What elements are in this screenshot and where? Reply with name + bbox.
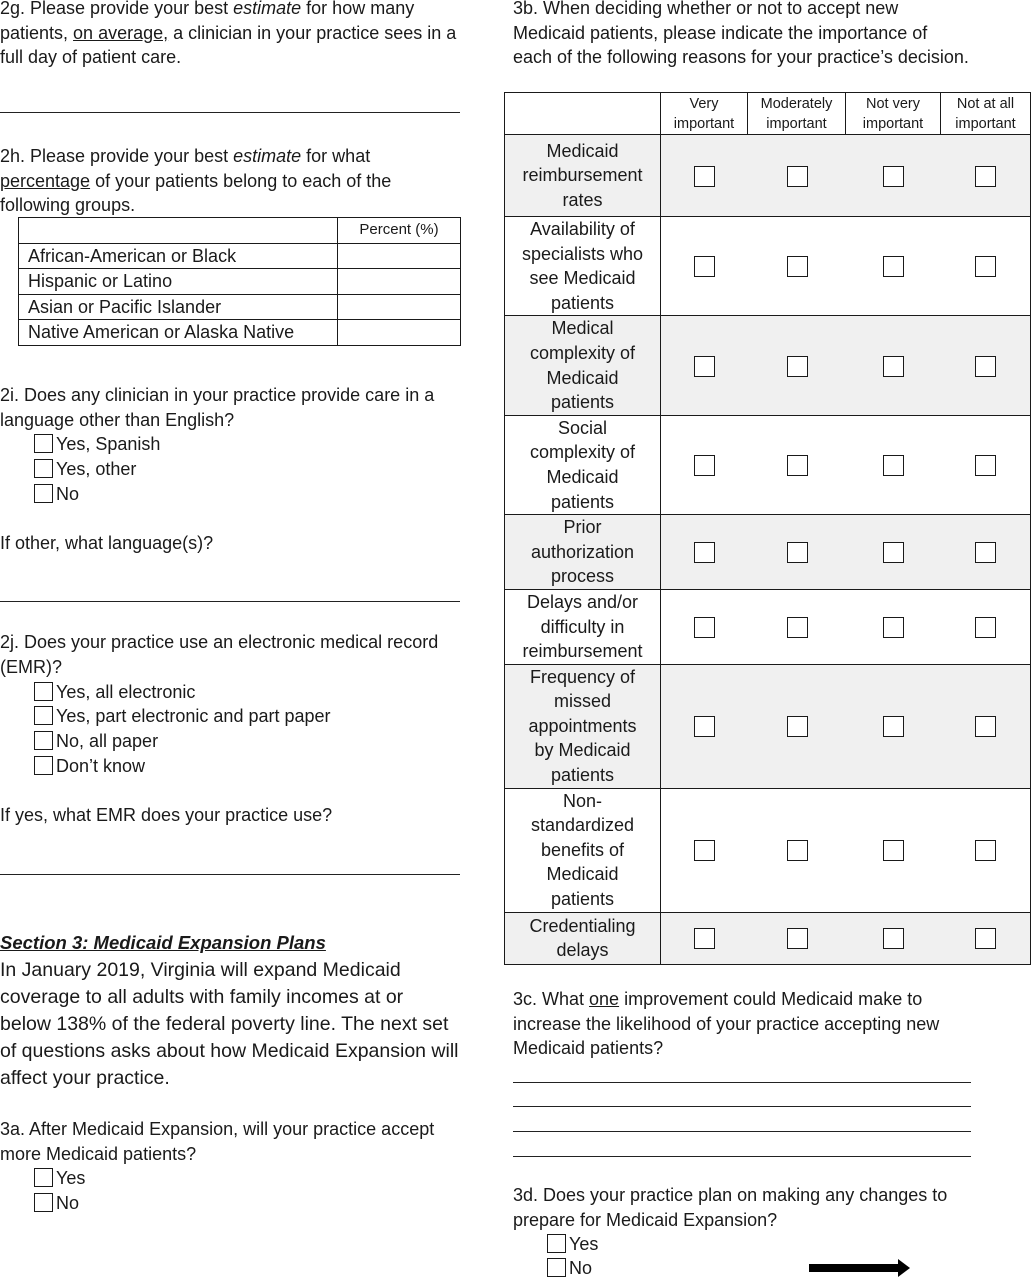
q2j-option-label: Yes, all electronic [56, 682, 196, 702]
column-header-moderately-important [748, 93, 846, 135]
row-label-line: patients [550, 292, 615, 313]
importance-cell [941, 316, 1031, 415]
q2j-text: 2j. Does your practice use an electronic medical record [0, 632, 439, 652]
importance-row [505, 135, 1031, 217]
importance-checkbox[interactable] [787, 455, 808, 476]
q3b-text: 3b. When deciding whether or not to accept new [513, 0, 899, 18]
importance-checkbox[interactable] [883, 928, 904, 949]
q2h-text: for what [301, 146, 371, 166]
col-header-line: important [955, 115, 1016, 132]
importance-checkbox[interactable] [694, 166, 715, 187]
q3a-text: 3a. After Medicaid Expansion, will your practice accept [0, 1119, 435, 1139]
q2g-text: patients, [0, 22, 74, 43]
q3a-checkbox-yes[interactable] [34, 1168, 53, 1187]
importance-checkbox[interactable] [883, 455, 904, 476]
q3d-text: 3d. Does your practice plan on making any changes to [513, 1185, 948, 1205]
row-label-line: benefits of [540, 839, 625, 860]
question-3d [513, 1183, 947, 1232]
importance-cell [748, 912, 846, 964]
importance-checkbox[interactable] [694, 716, 715, 737]
q2i-checkbox-yes-spanish[interactable] [34, 434, 53, 453]
importance-row-label [505, 664, 661, 788]
importance-row-label [505, 788, 661, 912]
row-label-line: Prior [563, 517, 602, 538]
importance-checkbox[interactable] [975, 716, 996, 737]
q2h-text: of your patients belong to each of the [90, 170, 392, 191]
q3c-text: improvement could Medicaid make to [619, 989, 923, 1009]
row-label-line: Frequency of [529, 666, 636, 687]
q2i-checkbox-yes-other[interactable] [34, 459, 53, 478]
importance-checkbox[interactable] [883, 716, 904, 737]
importance-checkbox[interactable] [787, 542, 808, 563]
q2g-underlined: on average, [73, 22, 169, 43]
importance-row [505, 788, 1031, 912]
col-header-line: important [862, 115, 924, 132]
importance-checkbox[interactable] [883, 617, 904, 638]
importance-cell [941, 664, 1031, 788]
q3a-option-label: Yes [56, 1168, 86, 1188]
col-header-line: Not at all [956, 95, 1015, 112]
question-2g [0, 0, 456, 70]
importance-checkbox[interactable] [787, 617, 808, 638]
row-label-line: patients [550, 889, 615, 910]
q3c-answer-line[interactable] [513, 1156, 971, 1157]
importance-checkbox[interactable] [787, 166, 808, 187]
importance-cell [661, 912, 748, 964]
percent-row-label: Asian or Pacific Islander [19, 294, 338, 320]
importance-checkbox[interactable] [975, 617, 996, 638]
q2h-underlined: percentage [0, 170, 91, 191]
importance-cell [941, 788, 1031, 912]
column-header-very-important [661, 93, 748, 135]
importance-checkbox[interactable] [787, 928, 808, 949]
importance-cell [748, 589, 846, 664]
importance-row-label [505, 316, 661, 415]
q3d-option-label: Yes [569, 1234, 599, 1254]
importance-cell [941, 217, 1031, 316]
percent-input-cell[interactable] [338, 294, 461, 320]
q2i-option-label: Yes, other [56, 459, 137, 479]
importance-cell [846, 912, 941, 964]
question-2i [0, 383, 434, 432]
importance-checkbox[interactable] [975, 840, 996, 861]
row-label-line: reimbursement [522, 641, 643, 662]
importance-cell [748, 664, 846, 788]
row-label-line: delays [556, 940, 609, 961]
importance-checkbox[interactable] [694, 617, 715, 638]
intro-line: below 138% of the federal poverty line. The next set [0, 1013, 449, 1035]
q2j-followup: If yes, what EMR does your practice use? [0, 805, 333, 825]
q3a-text: more Medicaid patients? [0, 1143, 197, 1164]
q3b-text: each of the following reasons for your practice’s decision. [513, 47, 969, 67]
q2j-text: (EMR)? [0, 656, 62, 677]
importance-cell [846, 515, 941, 590]
row-label-line: complexity of [529, 342, 636, 363]
q2j-checkbox-all-electronic[interactable] [34, 682, 53, 701]
percent-column-header: Percent (%) [338, 218, 461, 244]
importance-cell [846, 788, 941, 912]
row-label-line: authorization [530, 541, 635, 562]
importance-checkbox[interactable] [975, 356, 996, 377]
importance-checkbox[interactable] [975, 542, 996, 563]
importance-checkbox[interactable] [975, 928, 996, 949]
q3d-checkbox-yes[interactable] [547, 1234, 566, 1253]
q2i-option-label: Yes, Spanish [56, 434, 161, 454]
row-label-line: Social [557, 417, 608, 438]
importance-checkbox[interactable] [883, 256, 904, 277]
importance-cell [941, 912, 1031, 964]
section-3-title: Section 3: Medicaid Expansion Plans [0, 932, 326, 953]
importance-row [505, 589, 1031, 664]
q2i-text: 2i. Does any clinician in your practice provide care in a [0, 385, 435, 405]
importance-row [505, 515, 1031, 590]
importance-checkbox[interactable] [694, 840, 715, 861]
q2j-answer-line[interactable] [0, 874, 460, 875]
importance-cell [748, 316, 846, 415]
importance-cell [748, 788, 846, 912]
q3d-checkbox-no[interactable] [547, 1258, 566, 1277]
arrow-head-icon [898, 1259, 910, 1277]
q2g-text: 2g. Please provide your best [0, 0, 234, 18]
importance-row-label [505, 515, 661, 590]
row-label-line: patients [550, 765, 615, 786]
question-2j [0, 630, 438, 679]
q2j-option-label: Don’t know [56, 756, 146, 776]
row-label-line: rates [562, 189, 603, 210]
q3a-option-label: No [56, 1193, 80, 1213]
importance-table-corner [505, 93, 661, 135]
importance-checkbox[interactable] [883, 840, 904, 861]
intro-line: of questions asks about how Medicaid Expansion will [0, 1040, 459, 1062]
importance-cell [661, 788, 748, 912]
q2g-answer-line[interactable] [0, 112, 460, 113]
importance-checkbox[interactable] [694, 356, 715, 377]
q2i-answer-line[interactable] [0, 601, 460, 602]
q2j-checkbox-dont-know[interactable] [34, 756, 53, 775]
q3c-answer-line[interactable] [513, 1082, 971, 1083]
row-label-line: patients [550, 491, 615, 512]
col-header-line: important [766, 115, 827, 132]
importance-cell [748, 135, 846, 217]
importance-row-label [505, 589, 661, 664]
importance-row [505, 912, 1031, 964]
q2j-option-label: Yes, part electronic and part paper [56, 706, 331, 726]
q2j-checkbox-part-electronic[interactable] [34, 706, 53, 725]
q3c-answer-line[interactable] [513, 1106, 971, 1107]
importance-checkbox[interactable] [787, 840, 808, 861]
importance-checkbox[interactable] [787, 356, 808, 377]
importance-row-label [505, 912, 661, 964]
column-header-not-at-all-important [941, 93, 1031, 135]
row-label-line: Delays and/or [526, 591, 639, 612]
row-label-line: Availability of [530, 219, 635, 239]
row-label-line: Medical [551, 318, 614, 339]
importance-cell [846, 217, 941, 316]
importance-checkbox[interactable] [787, 256, 808, 277]
importance-cell [661, 664, 748, 788]
col-header-line: Very [689, 95, 719, 112]
q3c-underlined: one [589, 989, 620, 1009]
importance-checkbox[interactable] [975, 455, 996, 476]
intro-line: coverage to all adults with family incomes at or [0, 986, 404, 1008]
importance-cell [846, 415, 941, 514]
q2j-option-label: No, all paper [56, 731, 159, 751]
row-label-line: by Medicaid [534, 740, 631, 761]
importance-cell [661, 515, 748, 590]
importance-row [505, 664, 1031, 788]
row-label-line: reimbursement [522, 165, 643, 186]
col-header-line: Not very [866, 95, 920, 112]
importance-cell [661, 217, 748, 316]
importance-checkbox[interactable] [975, 256, 996, 277]
row-label-line: standardized [530, 815, 635, 836]
row-label-line: difficulty in [540, 616, 625, 637]
q3c-text: 3c. What [513, 989, 590, 1009]
importance-checkbox[interactable] [694, 256, 715, 277]
importance-cell [748, 515, 846, 590]
importance-checkbox[interactable] [787, 716, 808, 737]
row-label-line: complexity of [529, 442, 636, 463]
importance-cell [846, 589, 941, 664]
row-label-line: Non- [562, 790, 602, 811]
intro-line: In January 2019, Virginia will expand Medicaid [0, 959, 401, 981]
question-3a [0, 1117, 434, 1166]
importance-checkbox[interactable] [694, 455, 715, 476]
col-header-line: Moderately [760, 95, 833, 112]
importance-row [505, 217, 1031, 316]
importance-cell [846, 135, 941, 217]
q2j-checkbox-all-paper[interactable] [34, 731, 53, 750]
importance-cell [661, 316, 748, 415]
importance-checkbox[interactable] [883, 542, 904, 563]
q2i-followup: If other, what language(s)? [0, 533, 214, 553]
importance-row [505, 415, 1031, 514]
importance-cell [941, 135, 1031, 217]
q3d-option-label: No [569, 1258, 593, 1278]
row-label-line: specialists who [521, 243, 644, 264]
importance-cell [661, 415, 748, 514]
percent-table [18, 217, 461, 346]
percent-row-label: African-American or Black [19, 243, 338, 269]
importance-cell [846, 316, 941, 415]
row-label-line: appointments [528, 715, 637, 736]
q2g-text: full day of patient care. [0, 47, 182, 67]
continue-arrow-icon [809, 1264, 901, 1272]
importance-cell [748, 217, 846, 316]
importance-checkbox[interactable] [883, 166, 904, 187]
row-label-line: Medicaid [546, 466, 619, 487]
section-3-intro [0, 957, 459, 1092]
q3a-checkbox-no[interactable] [34, 1193, 53, 1212]
importance-checkbox[interactable] [694, 542, 715, 563]
q3c-text: increase the likelihood of your practice accepting new [513, 1013, 940, 1034]
intro-line: affect your practice. [0, 1067, 170, 1089]
q2g-emphasis: estimate [233, 0, 302, 18]
importance-cell [661, 135, 748, 217]
importance-cell [846, 664, 941, 788]
row-label-line: patients [550, 392, 615, 413]
question-3c [513, 987, 939, 1061]
percent-row-label: Native American or Alaska Native [19, 320, 338, 346]
q2g-text: a clinician in your practice sees in a [168, 22, 457, 43]
question-2h [0, 144, 391, 218]
row-label-line: process [550, 566, 615, 587]
q3c-answer-line[interactable] [513, 1131, 971, 1132]
importance-cell [941, 415, 1031, 514]
row-label-line: missed [553, 691, 611, 712]
percent-table-blank-header [19, 218, 338, 244]
importance-row [505, 316, 1031, 415]
q2g-text: for how many [301, 0, 415, 18]
q2i-checkbox-no[interactable] [34, 484, 53, 503]
column-header-not-very-important [846, 93, 941, 135]
importance-cell [941, 589, 1031, 664]
row-label-line: Medicaid [546, 367, 619, 388]
importance-checkbox[interactable] [975, 166, 996, 187]
importance-checkbox[interactable] [694, 928, 715, 949]
percent-input-cell[interactable] [338, 269, 461, 295]
question-3b [513, 0, 969, 70]
percent-row-label: Hispanic or Latino [19, 269, 338, 295]
importance-row-label [505, 135, 661, 217]
col-header-line: important [673, 115, 735, 132]
row-label-line: see Medicaid [529, 268, 636, 289]
q3b-text: Medicaid patients, please indicate the importance of [513, 22, 928, 43]
row-label-line: Medicaid [546, 864, 619, 885]
importance-cell [941, 515, 1031, 590]
importance-table [504, 92, 1031, 965]
importance-row-label [505, 217, 661, 316]
row-label-line: Credentialing [529, 915, 636, 936]
row-label-line: Medicaid [546, 140, 619, 161]
q2i-text: language other than English? [0, 409, 235, 430]
q2h-text: 2h. Please provide your best [0, 146, 234, 166]
importance-row-label [505, 415, 661, 514]
q3c-text: Medicaid patients? [513, 1038, 664, 1058]
q2i-option-label: No [56, 484, 80, 504]
q2h-emphasis: estimate [233, 146, 302, 166]
importance-checkbox[interactable] [883, 356, 904, 377]
importance-cell [661, 589, 748, 664]
percent-input-cell[interactable] [338, 320, 461, 346]
percent-input-cell[interactable] [338, 243, 461, 269]
importance-cell [748, 415, 846, 514]
q2h-text: following groups. [0, 195, 136, 215]
q3d-text: prepare for Medicaid Expansion? [513, 1209, 778, 1230]
